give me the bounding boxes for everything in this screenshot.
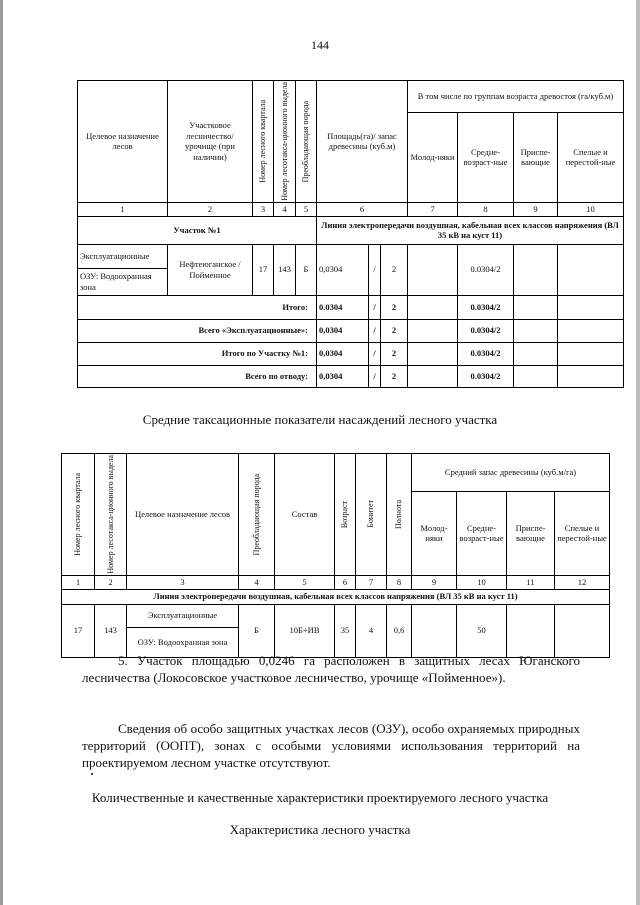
paragraph-ozu-info: Сведения об особо защитных участках лесов (ОЗУ), особо охраняемых природных территорий (ООПТ), зонах с особыми условиями использования территорий на проектируемом лесном участке отсутствуют.: [82, 721, 580, 770]
area-cell: 0,0304: [317, 244, 369, 295]
col-number: 2: [95, 575, 127, 589]
col-number: 3: [253, 202, 274, 216]
total-label: Итого по Участку №1:: [78, 342, 317, 365]
header-species: Преобладающая порода: [251, 473, 261, 556]
header-purpose: Целевое назначение лесов: [78, 81, 168, 203]
header-quarter: Номер лесного квартала: [73, 473, 83, 556]
header-species: Преобладающая порода: [301, 100, 311, 183]
scan-edge-left: [0, 0, 3, 905]
header-mature: Спелые и перестой-ные: [558, 112, 624, 202]
total-volume: 2: [381, 319, 408, 342]
purpose-exploitation: Эксплуатационные: [78, 244, 168, 268]
total-young: [408, 319, 458, 342]
total-young: [408, 295, 458, 319]
total-slash: /: [369, 319, 381, 342]
heading-taxation: Средние таксационные показатели насаждений лесного участка: [142, 412, 498, 427]
col-number: 2: [168, 202, 253, 216]
total-young: [408, 342, 458, 365]
total-middle: 0.0304/2: [458, 342, 514, 365]
middle-cell: 0.0304/2: [458, 244, 514, 295]
total-volume: 2: [381, 295, 408, 319]
header-young: Молод-няки: [412, 491, 457, 575]
species-cell: Б: [239, 604, 275, 657]
col-number: 6: [335, 575, 356, 589]
col-number: 11: [507, 575, 555, 589]
header-allotment: Номер лесотакса-ционного выдела: [105, 455, 115, 574]
total-slash: /: [369, 342, 381, 365]
allotment-table: [77, 80, 624, 388]
col-number: 10: [558, 202, 624, 216]
section-title: Линия электропередачи воздушная, кабельная всех классов напряжения (ВЛ 35 кВ на куст 11): [62, 589, 610, 604]
purpose-exploitation: Эксплуатационные: [127, 604, 239, 627]
section-title: Линия электропередачи воздушная, кабельная всех классов напряжения (ВЛ 35 кВ на куст 11): [317, 216, 624, 244]
allotment-cell: 143: [95, 604, 127, 657]
header-bonitet: Бонитет: [366, 500, 376, 529]
total-ripening: [514, 295, 558, 319]
density-cell: 0,6: [387, 604, 412, 657]
taxation-table: [61, 453, 610, 658]
header-age-groups: В том числе по группам возраста древостоя (га/куб.м): [408, 81, 624, 113]
col-number: 4: [274, 202, 296, 216]
page-number: 144: [311, 38, 329, 52]
header-young: Молод-няки: [408, 112, 458, 202]
header-ripening: Приспе-вающие: [514, 112, 558, 202]
composition-cell: 10Б+ИВ: [275, 604, 335, 657]
total-middle: 0.0304/2: [458, 365, 514, 387]
col-number: 5: [296, 202, 317, 216]
header-density: Полнота: [394, 499, 404, 529]
col-number: 7: [356, 575, 387, 589]
purpose-ozu: ОЗУ: Водоохранная зона: [78, 268, 168, 295]
col-number: 3: [127, 575, 239, 589]
heading-characteristics: Количественные и качественные характеристики проектируемого лесного участка: [91, 790, 549, 805]
col-number: 12: [555, 575, 610, 589]
col-number: 8: [458, 202, 514, 216]
scan-speck: [91, 773, 93, 775]
ripening-cell: [514, 244, 558, 295]
mature-cell: [555, 604, 610, 657]
header-area: Площадь(га)/ запас древесины (куб.м): [317, 81, 408, 203]
col-number: 5: [275, 575, 335, 589]
total-label: Всего «Эксплуатационные»:: [78, 319, 317, 342]
volume-cell: 2: [381, 244, 408, 295]
middle-cell: 50: [457, 604, 507, 657]
col-number: 1: [62, 575, 95, 589]
total-label: Итого:: [78, 295, 317, 319]
header-quarter: Номер лесного квартала: [258, 100, 268, 183]
purpose-ozu: ОЗУ: Водоохранная зона: [127, 627, 239, 657]
slash-cell: /: [369, 244, 381, 295]
total-mature: [558, 295, 624, 319]
mature-cell: [558, 244, 624, 295]
header-age: Возраст: [340, 500, 350, 528]
total-area: 0,0304: [317, 342, 369, 365]
col-number: 10: [457, 575, 507, 589]
col-number: 4: [239, 575, 275, 589]
total-young: [408, 365, 458, 387]
total-middle: 0.0304/2: [458, 295, 514, 319]
col-number: 6: [317, 202, 408, 216]
quarter-cell: 17: [62, 604, 95, 657]
header-middle: Средне-возраст-ные: [458, 112, 514, 202]
col-number: 8: [387, 575, 412, 589]
total-ripening: [514, 342, 558, 365]
species-cell: Б: [296, 244, 317, 295]
total-mature: [558, 319, 624, 342]
total-ripening: [514, 365, 558, 387]
header-stock: Средний запас древесины (куб.м/га): [412, 454, 610, 492]
header-ripening: Приспе-вающие: [507, 491, 555, 575]
total-area: 0.0304: [317, 295, 369, 319]
header-composition: Состав: [275, 454, 335, 576]
section-label: Участок №1: [78, 216, 317, 244]
header-forestry: Участковое лесничество/ урочище (при наличии): [168, 81, 253, 203]
col-number: 9: [514, 202, 558, 216]
total-slash: /: [369, 295, 381, 319]
total-mature: [558, 365, 624, 387]
age-cell: 35: [335, 604, 356, 657]
young-cell: [408, 244, 458, 295]
header-allotment: Номер лесотакса-ционного выдела: [279, 82, 289, 201]
total-label: Всего по отводу:: [78, 365, 317, 387]
total-mature: [558, 342, 624, 365]
col-number: 7: [408, 202, 458, 216]
total-slash: /: [369, 365, 381, 387]
ripening-cell: [507, 604, 555, 657]
paragraph-location: 5. Участок площадью 0,0246 га расположен в защитных лесах Юганского лесничества (Локосовское участковое лесничество, урочище «Пойменное»).: [82, 653, 580, 685]
col-number: 1: [78, 202, 168, 216]
total-middle: 0.0304/2: [458, 319, 514, 342]
bonitet-cell: 4: [356, 604, 387, 657]
total-area: 0,0304: [317, 319, 369, 342]
scan-edge-right: [636, 0, 640, 905]
header-purpose: Целевое назначение лесов: [127, 454, 239, 576]
total-volume: 2: [381, 342, 408, 365]
heading-plot-characteristic: Характеристика лесного участка: [229, 822, 411, 837]
allotment-cell: 143: [274, 244, 296, 295]
forestry-cell: Нефтеюганское / Пойменное: [168, 244, 253, 295]
total-ripening: [514, 319, 558, 342]
header-middle: Средне-возраст-ные: [457, 491, 507, 575]
total-area: 0,0304: [317, 365, 369, 387]
quarter-cell: 17: [253, 244, 274, 295]
young-cell: [412, 604, 457, 657]
header-mature: Спелые и перестой-ные: [555, 491, 610, 575]
total-volume: 2: [381, 365, 408, 387]
col-number: 9: [412, 575, 457, 589]
